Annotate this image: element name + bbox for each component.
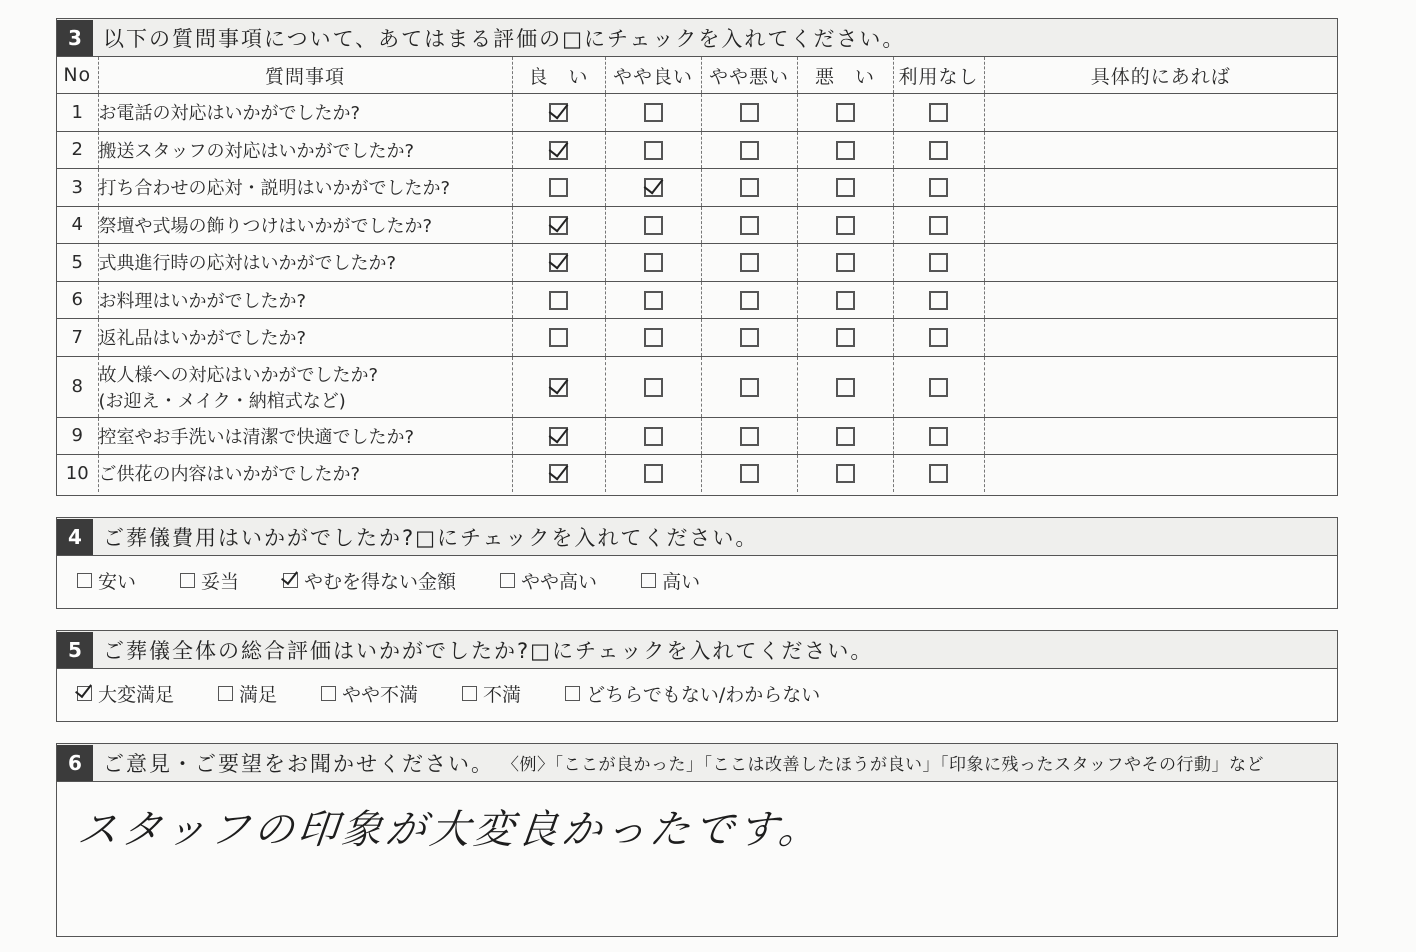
option-item[interactable] — [321, 680, 418, 707]
checkbox-somewhat-bad[interactable] — [740, 427, 759, 446]
checkbox-bad[interactable] — [836, 216, 855, 235]
row-number: 3 — [57, 169, 98, 207]
checkbox-somewhat-good[interactable] — [644, 216, 663, 235]
option-checkbox[interactable] — [77, 573, 92, 588]
col-header-somewhat-bad: やや悪い — [701, 57, 797, 94]
checkbox-somewhat-good[interactable] — [644, 253, 663, 272]
checkbox-somewhat-good[interactable] — [644, 328, 663, 347]
row-number: 4 — [57, 206, 98, 244]
section-number: 4 — [57, 519, 93, 555]
option-item[interactable] — [180, 567, 239, 594]
cell-somewhat-good — [605, 131, 701, 169]
checkbox-somewhat-bad[interactable] — [740, 253, 759, 272]
checkbox-good[interactable] — [549, 178, 568, 197]
cell-good — [512, 319, 605, 357]
cell-bad — [797, 169, 893, 207]
option-label: 妥当 — [201, 570, 240, 593]
checkbox-not-used[interactable] — [929, 253, 948, 272]
checkbox-not-used[interactable] — [929, 328, 948, 347]
cell-bad — [797, 206, 893, 244]
option-checkbox[interactable] — [77, 686, 92, 701]
cell-bad — [797, 455, 893, 492]
checkbox-bad[interactable] — [836, 253, 855, 272]
option-checkbox[interactable] — [321, 686, 336, 701]
option-checkbox[interactable] — [462, 686, 477, 701]
option-item[interactable] — [462, 680, 521, 707]
question-line: 控室やお手洗いは清潔で快適でしたか? — [98, 426, 415, 448]
table-row — [57, 169, 1337, 207]
details-cell[interactable] — [984, 281, 1337, 319]
section-6-header — [57, 744, 1337, 782]
checkbox-somewhat-good[interactable] — [644, 464, 663, 483]
cell-good — [512, 356, 605, 417]
checkbox-somewhat-bad[interactable] — [740, 141, 759, 160]
cell-somewhat-good — [605, 319, 701, 357]
section-examples: 〈例〉「ここが良かった」「ここは改善したほうが良い」「印象に残ったスタッフやその行動」など — [502, 755, 1264, 775]
question-line: 故人様への対応はいかがでしたか? — [98, 364, 379, 386]
question-line: 返礼品はいかがでしたか? — [98, 328, 307, 350]
checkbox-not-used[interactable] — [929, 178, 948, 197]
table-row — [57, 244, 1337, 282]
cell-good — [512, 94, 605, 132]
cell-somewhat-bad — [701, 319, 797, 357]
cell-good — [512, 131, 605, 169]
option-item[interactable] — [77, 567, 136, 594]
option-item[interactable] — [500, 567, 597, 594]
question-line: お料理はいかがでしたか? — [98, 290, 307, 312]
cell-not-used — [893, 169, 984, 207]
details-cell[interactable] — [984, 94, 1337, 132]
option-label: 満足 — [239, 683, 278, 706]
section-3-header — [57, 19, 1337, 57]
col-header-somewhat-good: やや良い — [605, 57, 701, 94]
checkbox-not-used[interactable] — [929, 378, 948, 397]
details-cell[interactable] — [984, 206, 1337, 244]
cell-bad — [797, 319, 893, 357]
checkbox-bad[interactable] — [836, 328, 855, 347]
cost-options — [57, 556, 1337, 604]
checkbox-good[interactable] — [549, 253, 568, 272]
cell-somewhat-good — [605, 356, 701, 417]
cell-somewhat-bad — [701, 94, 797, 132]
cell-somewhat-bad — [701, 455, 797, 492]
cell-not-used — [893, 206, 984, 244]
cell-bad — [797, 94, 893, 132]
row-number: 6 — [57, 281, 98, 319]
checkbox-bad[interactable] — [836, 464, 855, 483]
cell-not-used — [893, 244, 984, 282]
cell-good — [512, 169, 605, 207]
table-row — [57, 94, 1337, 132]
option-label: やや高い — [521, 570, 598, 593]
checkbox-good[interactable] — [549, 291, 568, 310]
option-checkbox[interactable] — [565, 686, 580, 701]
checkbox-bad[interactable] — [836, 378, 855, 397]
option-checkbox[interactable] — [500, 573, 515, 588]
cell-somewhat-good — [605, 94, 701, 132]
row-number: 10 — [57, 455, 98, 492]
checkbox-somewhat-bad[interactable] — [740, 216, 759, 235]
cell-somewhat-bad — [701, 417, 797, 455]
checkbox-somewhat-good[interactable] — [644, 103, 663, 122]
checkbox-good[interactable] — [549, 103, 568, 122]
section-4-header — [57, 518, 1337, 556]
question-subtext: (お迎え・メイク・納棺式など) — [98, 390, 346, 412]
cell-good — [512, 281, 605, 319]
section-title: ご意見・ご要望をお聞かせください。 — [103, 751, 494, 776]
cell-bad — [797, 356, 893, 417]
option-item[interactable] — [565, 680, 820, 707]
checkbox-bad[interactable] — [836, 291, 855, 310]
question-text — [98, 94, 512, 132]
table-row — [57, 206, 1337, 244]
cell-somewhat-good — [605, 206, 701, 244]
checkbox-bad[interactable] — [836, 178, 855, 197]
cell-good — [512, 417, 605, 455]
details-cell[interactable] — [984, 244, 1337, 282]
handwritten-answer[interactable]: スタッフの印象が大変良かったです。 — [75, 807, 826, 853]
question-line: 祭壇や式場の飾りつけはいかがでしたか? — [98, 215, 433, 237]
checkbox-somewhat-good[interactable] — [644, 141, 663, 160]
section-number: 6 — [57, 745, 93, 781]
section-title: ご葬儀全体の総合評価はいかがでしたか?□にチェックを入れてください。 — [103, 638, 874, 663]
checkbox-somewhat-good[interactable] — [644, 378, 663, 397]
checkbox-not-used[interactable] — [929, 103, 948, 122]
checkbox-somewhat-bad[interactable] — [740, 103, 759, 122]
cell-bad — [797, 244, 893, 282]
row-number: 9 — [57, 417, 98, 455]
row-number: 7 — [57, 319, 98, 357]
question-text — [98, 281, 512, 319]
details-cell[interactable] — [984, 319, 1337, 357]
cell-not-used — [893, 94, 984, 132]
question-line: 搬送スタッフの対応はいかがでしたか? — [98, 140, 415, 162]
checkbox-bad[interactable] — [836, 427, 855, 446]
option-item[interactable] — [641, 567, 700, 594]
question-text — [98, 206, 512, 244]
cell-not-used — [893, 455, 984, 492]
checkbox-good[interactable] — [549, 216, 568, 235]
table-row — [57, 319, 1337, 357]
section-number: 5 — [57, 632, 93, 668]
checkbox-good[interactable] — [549, 378, 568, 397]
section-3-ratings — [56, 18, 1338, 496]
option-label: 安い — [98, 570, 137, 593]
option-label: どちらでもない/わからない — [586, 683, 821, 706]
table-row — [57, 417, 1337, 455]
option-label: 大変満足 — [98, 683, 175, 706]
table-header-row — [57, 57, 1337, 94]
option-item[interactable] — [283, 567, 456, 594]
checkbox-good[interactable] — [549, 427, 568, 446]
row-number: 2 — [57, 131, 98, 169]
section-number: 3 — [57, 20, 93, 56]
option-item[interactable] — [77, 680, 174, 707]
details-cell[interactable] — [984, 356, 1337, 417]
col-header-no: No — [57, 57, 98, 94]
checkbox-somewhat-bad[interactable] — [740, 178, 759, 197]
option-label: やや不満 — [342, 683, 419, 706]
details-cell[interactable] — [984, 131, 1337, 169]
cell-somewhat-good — [605, 281, 701, 319]
question-line: 打ち合わせの応対・説明はいかがでしたか? — [98, 178, 451, 200]
section-title: 以下の質問事項について、あてはまる評価の□にチェックを入れてください。 — [103, 26, 906, 51]
checkbox-not-used[interactable] — [929, 464, 948, 483]
option-label: やむを得ない金額 — [304, 570, 457, 593]
table-row — [57, 131, 1337, 169]
cell-somewhat-good — [605, 455, 701, 492]
checkbox-not-used[interactable] — [929, 141, 948, 160]
checkbox-somewhat-bad[interactable] — [740, 291, 759, 310]
row-number: 5 — [57, 244, 98, 282]
question-text — [98, 319, 512, 357]
question-line: お電話の対応はいかがでしたか? — [98, 103, 361, 125]
question-text — [98, 455, 512, 492]
cell-somewhat-bad — [701, 281, 797, 319]
section-6-comments — [56, 743, 1338, 937]
checkbox-not-used[interactable] — [929, 427, 948, 446]
checkbox-somewhat-good[interactable] — [644, 427, 663, 446]
cell-somewhat-bad — [701, 206, 797, 244]
option-checkbox[interactable] — [218, 686, 233, 701]
cell-bad — [797, 131, 893, 169]
checkbox-good[interactable] — [549, 464, 568, 483]
row-number: 1 — [57, 94, 98, 132]
checkbox-good[interactable] — [549, 328, 568, 347]
option-checkbox[interactable] — [283, 573, 298, 588]
cell-good — [512, 455, 605, 492]
cell-somewhat-good — [605, 169, 701, 207]
cell-not-used — [893, 356, 984, 417]
option-item[interactable] — [218, 680, 277, 707]
option-checkbox[interactable] — [180, 573, 195, 588]
option-checkbox[interactable] — [641, 573, 656, 588]
details-cell[interactable] — [984, 169, 1337, 207]
cell-good — [512, 244, 605, 282]
cell-not-used — [893, 131, 984, 169]
cell-somewhat-good — [605, 244, 701, 282]
cell-somewhat-bad — [701, 356, 797, 417]
question-text — [98, 169, 512, 207]
question-text — [98, 131, 512, 169]
section-4-cost — [56, 517, 1338, 609]
cell-somewhat-bad — [701, 131, 797, 169]
checkbox-not-used[interactable] — [929, 216, 948, 235]
cell-not-used — [893, 281, 984, 319]
section-5-header — [57, 631, 1337, 669]
section-5-overall — [56, 630, 1338, 722]
section-title: ご葬儀費用はいかがでしたか?□にチェックを入れてください。 — [103, 525, 759, 550]
option-label: 不満 — [483, 683, 522, 706]
question-text — [98, 356, 512, 417]
cell-good — [512, 206, 605, 244]
cell-somewhat-good — [605, 417, 701, 455]
col-header-details: 具体的にあれば — [984, 57, 1337, 94]
checkbox-somewhat-good[interactable] — [644, 178, 663, 197]
question-line: 式典進行時の応対はいかがでしたか? — [98, 253, 397, 275]
cell-somewhat-bad — [701, 244, 797, 282]
col-header-good: 良 い — [512, 57, 605, 94]
checkbox-not-used[interactable] — [929, 291, 948, 310]
details-cell[interactable] — [984, 417, 1337, 455]
option-label: 高い — [662, 570, 701, 593]
table-row — [57, 356, 1337, 417]
checkbox-somewhat-good[interactable] — [644, 291, 663, 310]
checkbox-bad[interactable] — [836, 103, 855, 122]
checkbox-good[interactable] — [549, 141, 568, 160]
question-text — [98, 417, 512, 455]
cell-bad — [797, 417, 893, 455]
cell-not-used — [893, 319, 984, 357]
cell-somewhat-bad — [701, 169, 797, 207]
col-header-bad: 悪 い — [797, 57, 893, 94]
cell-bad — [797, 281, 893, 319]
overall-options — [57, 669, 1337, 717]
question-text — [98, 244, 512, 282]
row-number: 8 — [57, 356, 98, 417]
table-row — [57, 281, 1337, 319]
checkbox-somewhat-bad[interactable] — [740, 328, 759, 347]
ratings-table — [57, 57, 1337, 492]
table-row — [57, 455, 1337, 492]
checkbox-bad[interactable] — [836, 141, 855, 160]
col-header-not-used: 利用なし — [893, 57, 984, 94]
checkbox-somewhat-bad[interactable] — [740, 378, 759, 397]
col-header-question: 質問事項 — [98, 57, 512, 94]
details-cell[interactable] — [984, 455, 1337, 492]
question-line: ご供花の内容はいかがでしたか? — [98, 464, 361, 486]
checkbox-somewhat-bad[interactable] — [740, 464, 759, 483]
cell-not-used — [893, 417, 984, 455]
